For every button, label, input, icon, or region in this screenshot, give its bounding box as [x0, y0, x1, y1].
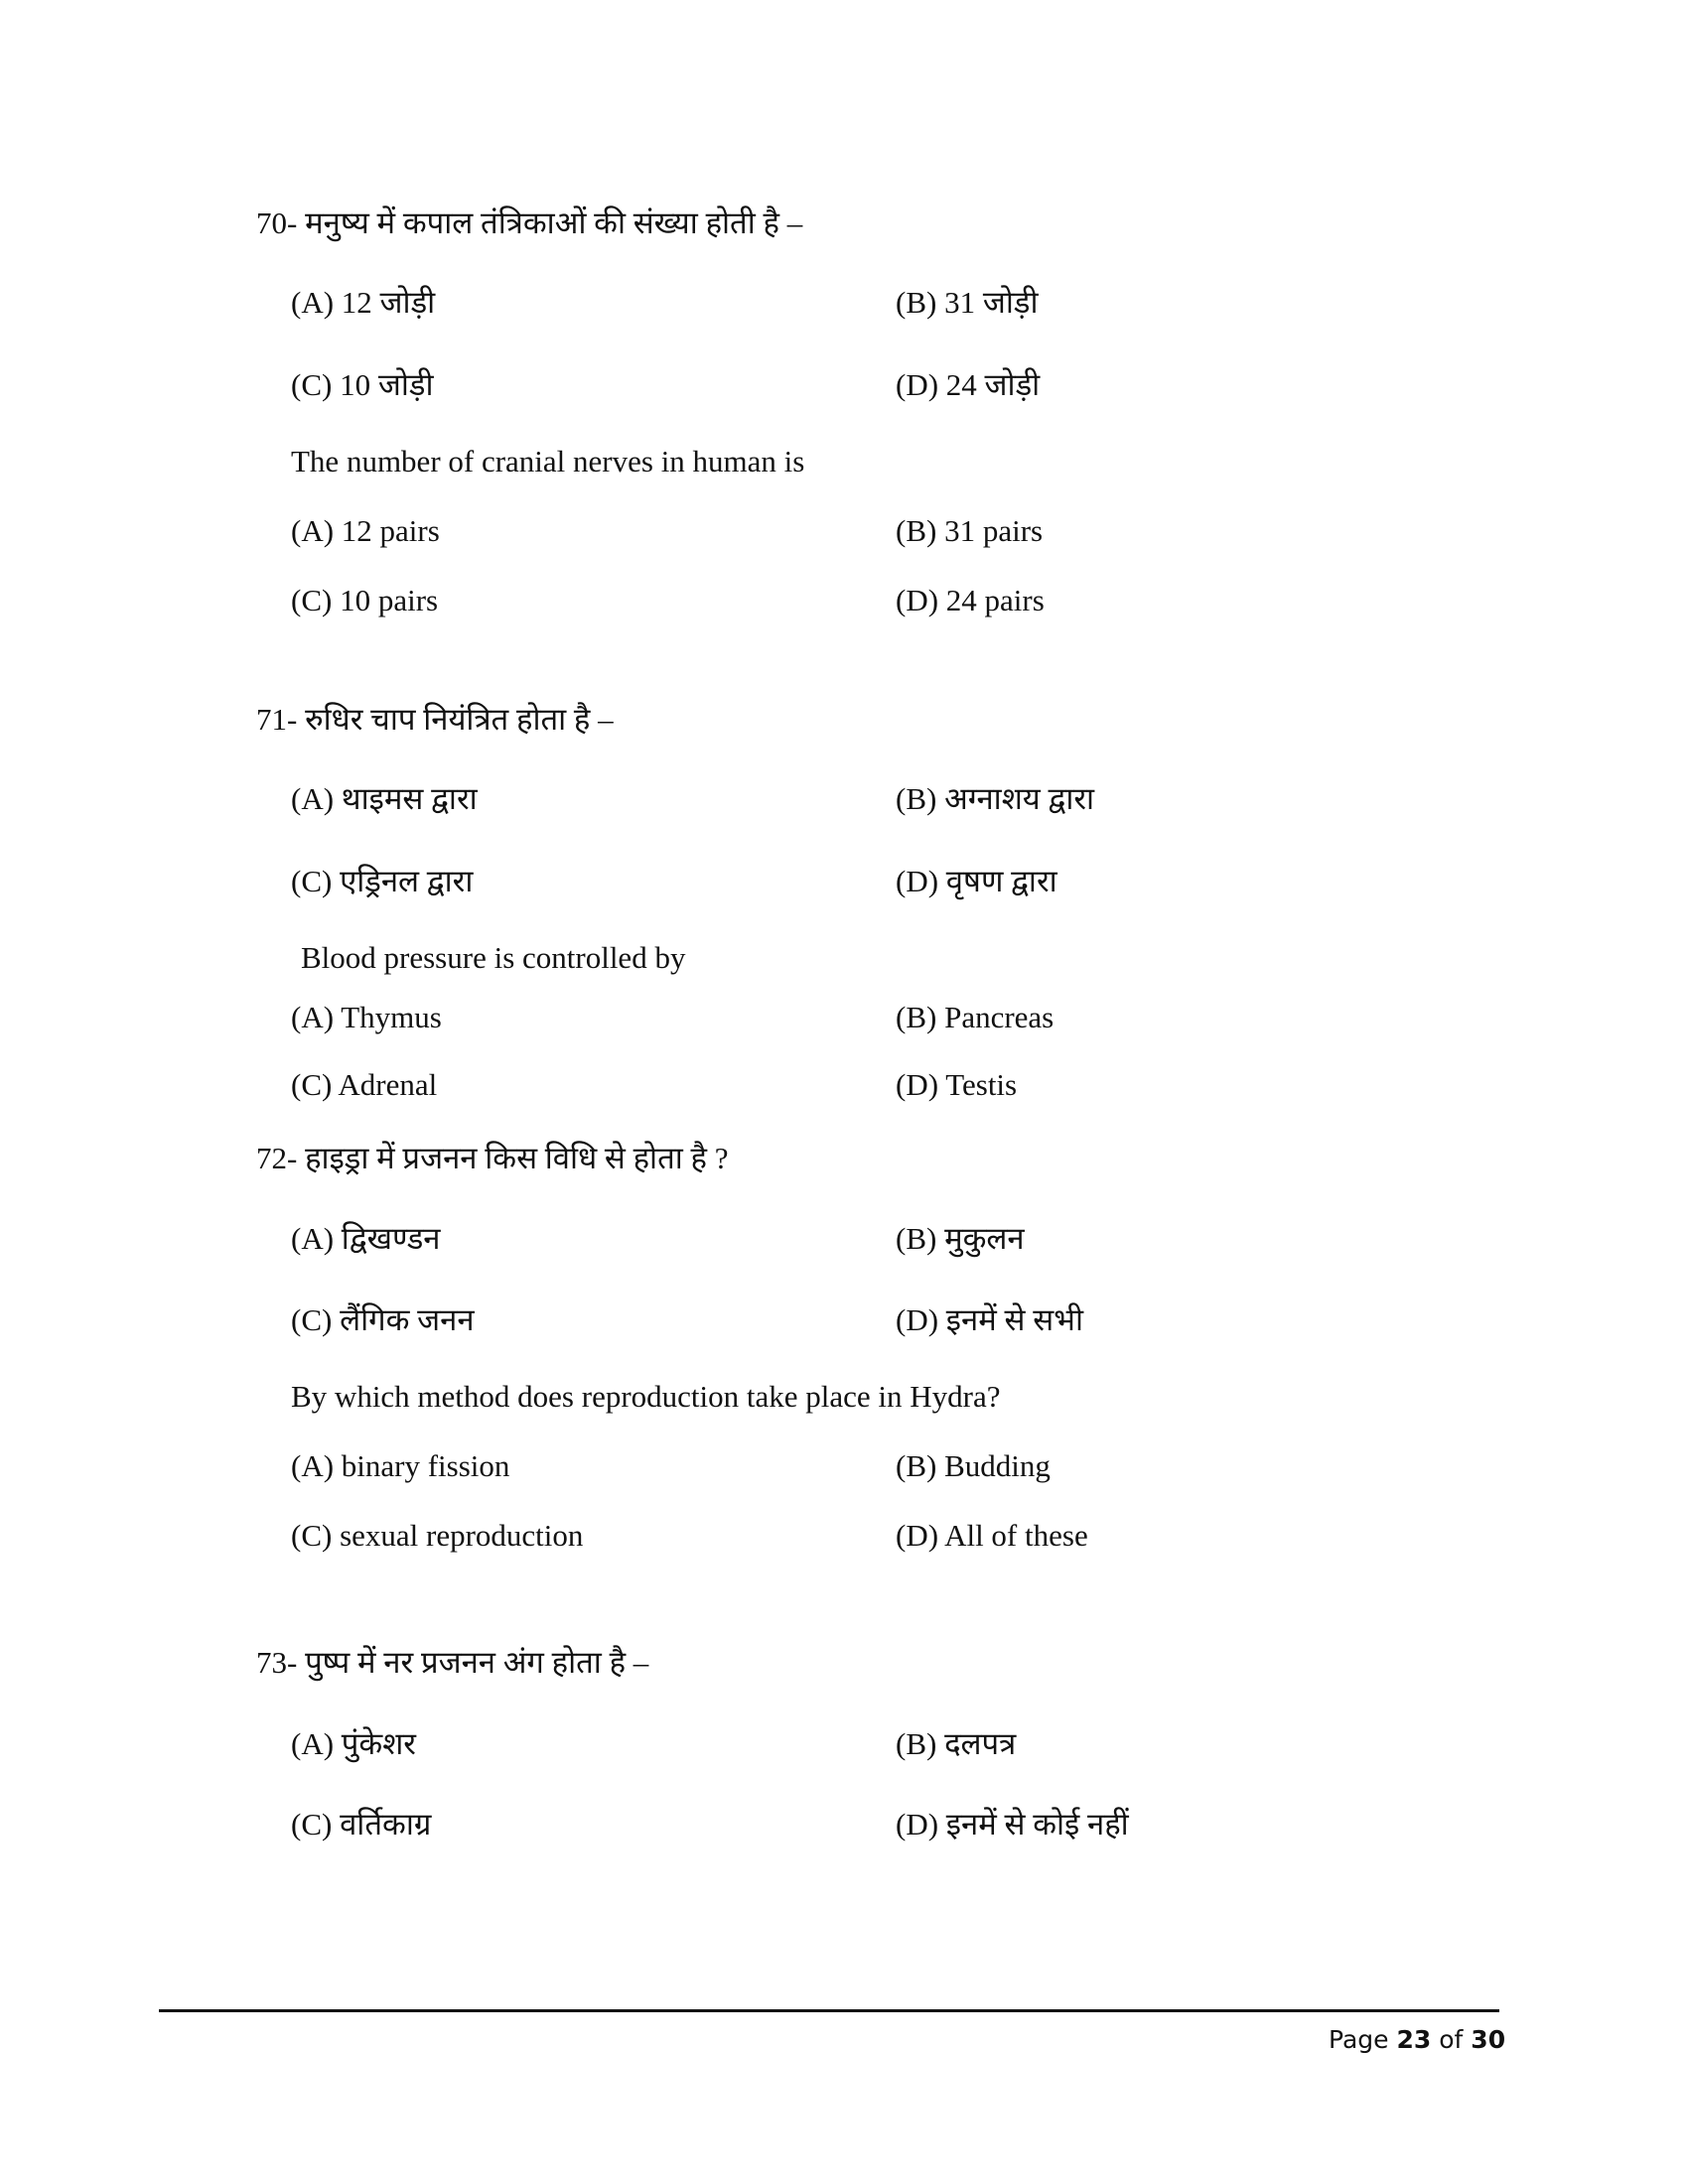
footer-divider [159, 2009, 1499, 2012]
q70-english-option-d: (D) 24 pairs [896, 583, 1045, 617]
q72-hindi-option-b: (B) मुकुलन [896, 1221, 1025, 1256]
question-72-english: By which method does reproduction take place in Hydra? [291, 1379, 1001, 1414]
page-label: Page [1329, 2025, 1389, 2054]
question-71-english: Blood pressure is controlled by [301, 940, 686, 975]
question-70-hindi: 70- मनुष्य में कपाल तंत्रिकाओं की संख्या होती है – [256, 205, 803, 240]
page-of-label: of [1439, 2025, 1464, 2054]
q72-hindi-option-c: (C) लैंगिक जनन [291, 1302, 475, 1337]
q72-english-option-c: (C) sexual reproduction [291, 1518, 584, 1553]
q73-hindi-option-a: (A) पुंकेशर [291, 1726, 416, 1761]
q71-english-option-b: (B) Pancreas [896, 1000, 1055, 1034]
q70-hindi-option-b: (B) 31 जोड़ी [896, 285, 1039, 320]
q72-hindi-option-a: (A) द्विखण्डन [291, 1221, 441, 1256]
q70-hindi-option-d: (D) 24 जोड़ी [896, 367, 1041, 402]
q72-english-option-d: (D) All of these [896, 1518, 1088, 1553]
q70-english-option-b: (B) 31 pairs [896, 513, 1044, 548]
q73-hindi-option-b: (B) दलपत्र [896, 1726, 1017, 1761]
q72-english-option-b: (B) Budding [896, 1448, 1051, 1483]
q72-english-option-a: (A) binary fission [291, 1448, 510, 1483]
q73-hindi-option-c: (C) वर्तिकाग्र [291, 1807, 432, 1842]
q70-hindi-option-c: (C) 10 जोड़ी [291, 367, 434, 402]
q70-hindi-option-a: (A) 12 जोड़ी [291, 285, 436, 320]
question-72-hindi: 72- हाइड्रा में प्रजनन किस विधि से होता है ? [256, 1141, 729, 1175]
q70-english-option-c: (C) 10 pairs [291, 583, 439, 617]
q71-english-option-c: (C) Adrenal [291, 1067, 438, 1102]
question-73-hindi: 73- पुष्प में नर प्रजनन अंग होता है – [256, 1645, 649, 1680]
question-70-english: The number of cranial nerves in human is [291, 444, 805, 478]
page-number [1329, 2025, 1505, 2054]
q71-hindi-option-c: (C) एड्रिनल द्वारा [291, 864, 474, 898]
question-71-hindi: 71- रुधिर चाप नियंत्रित होता है – [256, 702, 614, 737]
q70-english-option-a: (A) 12 pairs [291, 513, 440, 548]
q71-english-option-a: (A) Thymus [291, 1000, 442, 1034]
q73-hindi-option-d: (D) इनमें से कोई नहीं [896, 1807, 1129, 1842]
q71-hindi-option-a: (A) थाइमस द्वारा [291, 781, 478, 816]
q71-hindi-option-b: (B) अग्नाशय द्वारा [896, 781, 1095, 816]
q71-hindi-option-d: (D) वृषण द्वारा [896, 864, 1057, 898]
q72-hindi-option-d: (D) इनमें से सभी [896, 1302, 1083, 1337]
total-pages: 30 [1471, 2025, 1506, 2054]
current-page: 23 [1396, 2025, 1432, 2054]
q71-english-option-d: (D) Testis [896, 1067, 1018, 1102]
